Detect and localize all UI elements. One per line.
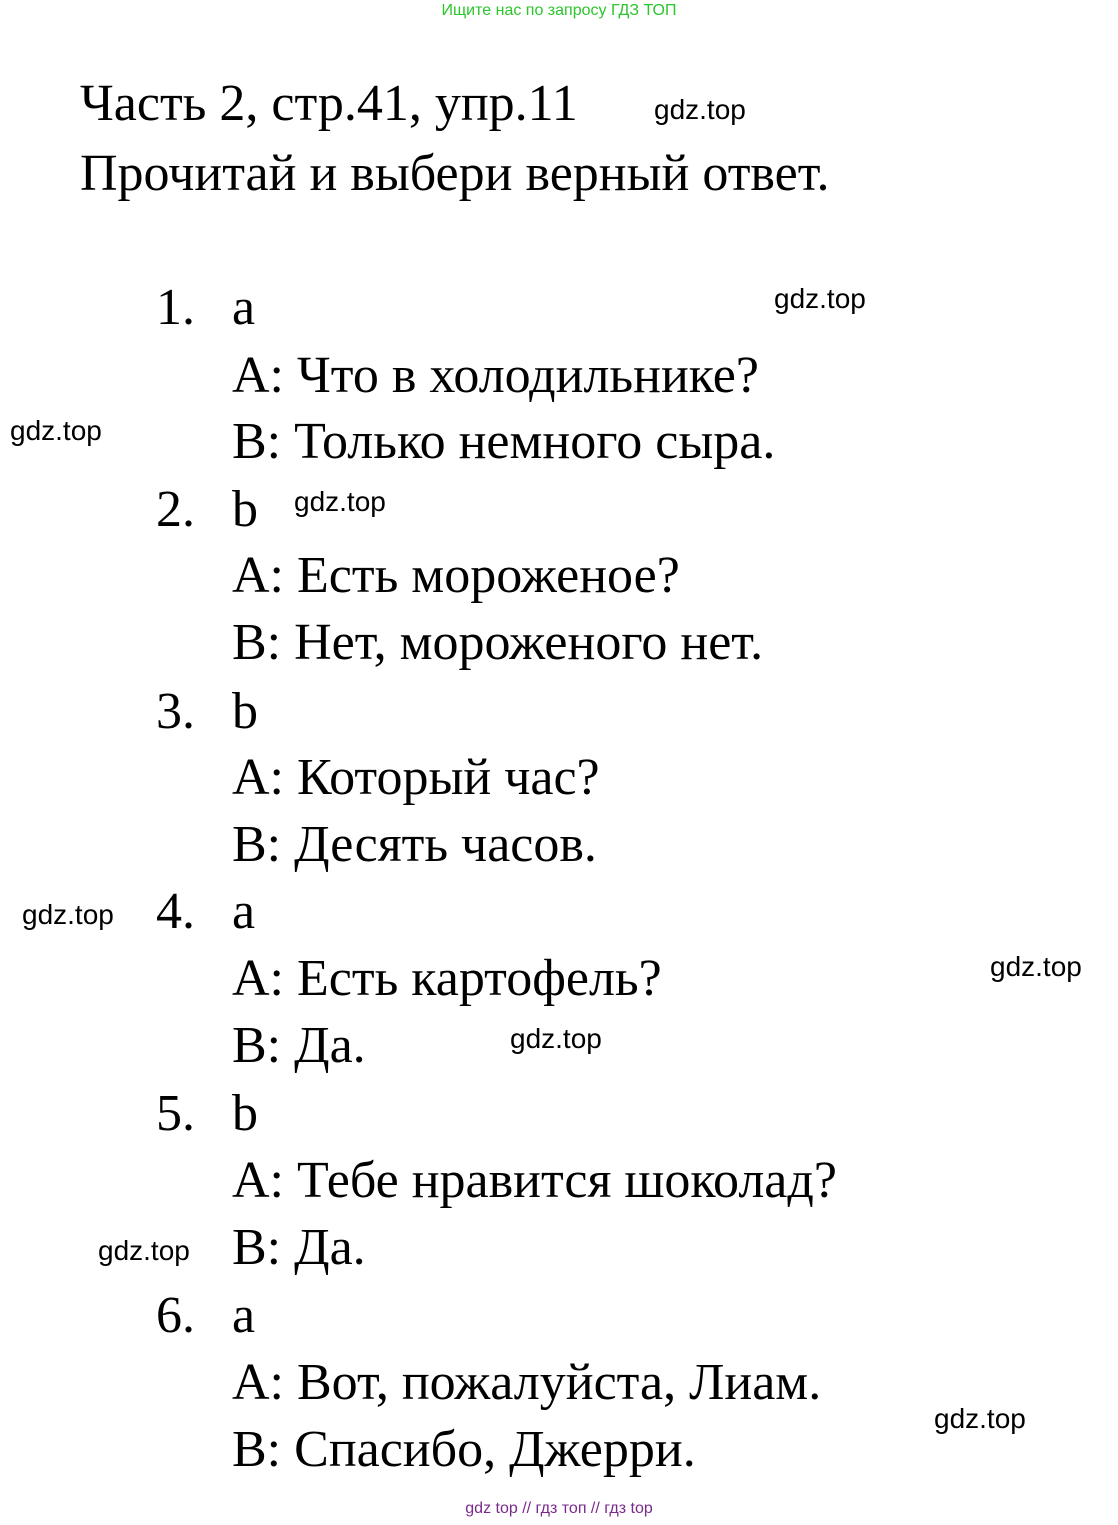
item-number: 3. [156, 683, 195, 740]
watermark: gdz.top [990, 951, 1082, 982]
item-answer: b [232, 481, 258, 538]
item-number: 5. [156, 1085, 195, 1142]
item-answer: b [232, 1085, 258, 1142]
watermark: gdz.top [294, 486, 386, 517]
item-answer: a [232, 279, 256, 336]
watermark: gdz.top [510, 1023, 602, 1054]
watermark: gdz.top [934, 1403, 1026, 1434]
dialogue-line-b: B: Да. [232, 1219, 366, 1276]
watermark: gdz.top [654, 94, 746, 125]
dialogue-line-a: A: Который час? [232, 749, 600, 806]
dialogue-line-b: B: Только немного сыра. [232, 413, 776, 470]
dialogue-line-a: A: Что в холодильнике? [232, 347, 759, 404]
watermark: gdz.top [98, 1235, 190, 1266]
dialogue-line-a: A: Есть мороженое? [232, 547, 680, 604]
dialogue-line-a: A: Тебе нравится шоколад? [232, 1152, 837, 1209]
watermark: gdz.top [774, 283, 866, 314]
item-number: 2. [156, 481, 195, 538]
dialogue-line-b: B: Нет, мороженого нет. [232, 614, 764, 671]
task-instruction: Прочитай и выбери верный ответ. [80, 145, 830, 202]
footer-links[interactable]: gdz top // гдз топ // гдз top [465, 1500, 653, 1517]
item-number: 6. [156, 1287, 195, 1344]
watermark: gdz.top [22, 899, 114, 930]
item-answer: b [232, 683, 258, 740]
item-answer: a [232, 883, 256, 940]
dialogue-line-a: A: Вот, пожалуйста, Лиам. [232, 1354, 822, 1411]
item-answer: a [232, 1287, 256, 1344]
page-title: Часть 2, стр.41, упр.11 [80, 75, 578, 132]
top-banner[interactable]: Ищите нас по запросу ГДЗ ТОП [441, 2, 677, 19]
dialogue-line-a: A: Есть картофель? [232, 950, 662, 1007]
item-number: 1. [156, 279, 195, 336]
dialogue-line-b: B: Десять часов. [232, 816, 597, 873]
dialogue-line-b: B: Спасибо, Джерри. [232, 1421, 696, 1478]
item-number: 4. [156, 883, 195, 940]
dialogue-line-b: B: Да. [232, 1017, 366, 1074]
watermark: gdz.top [10, 415, 102, 446]
